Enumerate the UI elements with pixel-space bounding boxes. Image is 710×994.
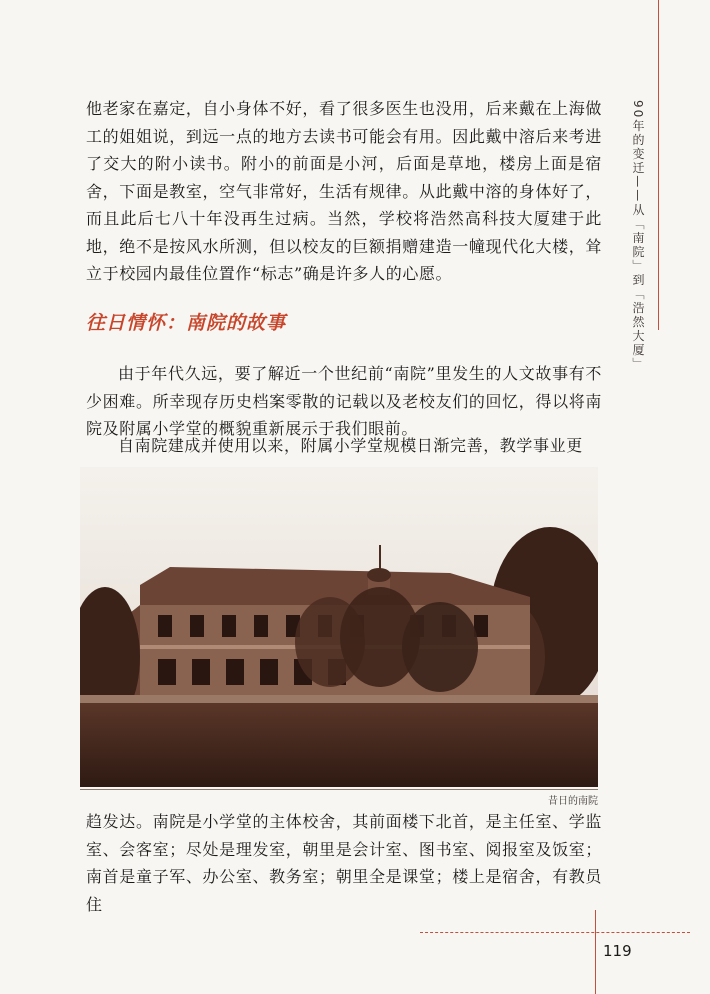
body-paragraph-4: 趋发达。南院是小学堂的主体校舍，其前面楼下北首，是主任室、学监室、会客室；尽处是理发室，朝里是会计室、图书室、阅报室及饭室；南首是童子军、办公室、教务室；朝里全是课堂；楼上是宿舍，有教员住 (86, 812, 602, 914)
body-paragraph-1: 他老家在嘉定，自小身体不好，看了很多医生也没用，后来戴在上海做工的姐姐说，到远一点的地方去读书可能会有用。因此戴中溶后来考进了交大的附小读书。附小的前面是小河，后面是草地，楼房上面是宿舍，下面是教室，空气非常好，生活有规律。从此戴中溶的身体好了，而且此后七八十年没再生过病。当然，学校将浩然高科技大厦建于此地，绝不是按风水所测，但以校友的巨额捐赠建造一幢现代化大楼，耸立于校园内最佳位置作“标志”确是许多人的心愿。 (86, 99, 602, 283)
running-title: 90年的变迁——从「南院」到「浩然大厦」 (631, 100, 645, 372)
section-heading: 往日情怀：南院的故事 (86, 312, 287, 334)
body-paragraph-2: 由于年代久远，要了解近一个世纪前“南院”里发生的人文故事有不少困难。所幸现存历史档案零散的记载以及老校友们的回忆，得以将南院及附属小学堂的概貌重新展示于我们眼前。 (86, 364, 602, 438)
body-paragraph-3: 自南院建成并使用以来，附属小学堂规模日渐完善，教学事业更 (118, 436, 583, 455)
margin-rule (658, 0, 659, 330)
footer-vertical-rule (595, 910, 596, 994)
page-number: 119 (603, 942, 632, 960)
historic-building-photo (80, 467, 598, 787)
footer-dashed-rule (420, 932, 690, 934)
south-campus-building-illustration (80, 467, 598, 787)
photo-caption: 昔日的南院 (80, 789, 598, 807)
